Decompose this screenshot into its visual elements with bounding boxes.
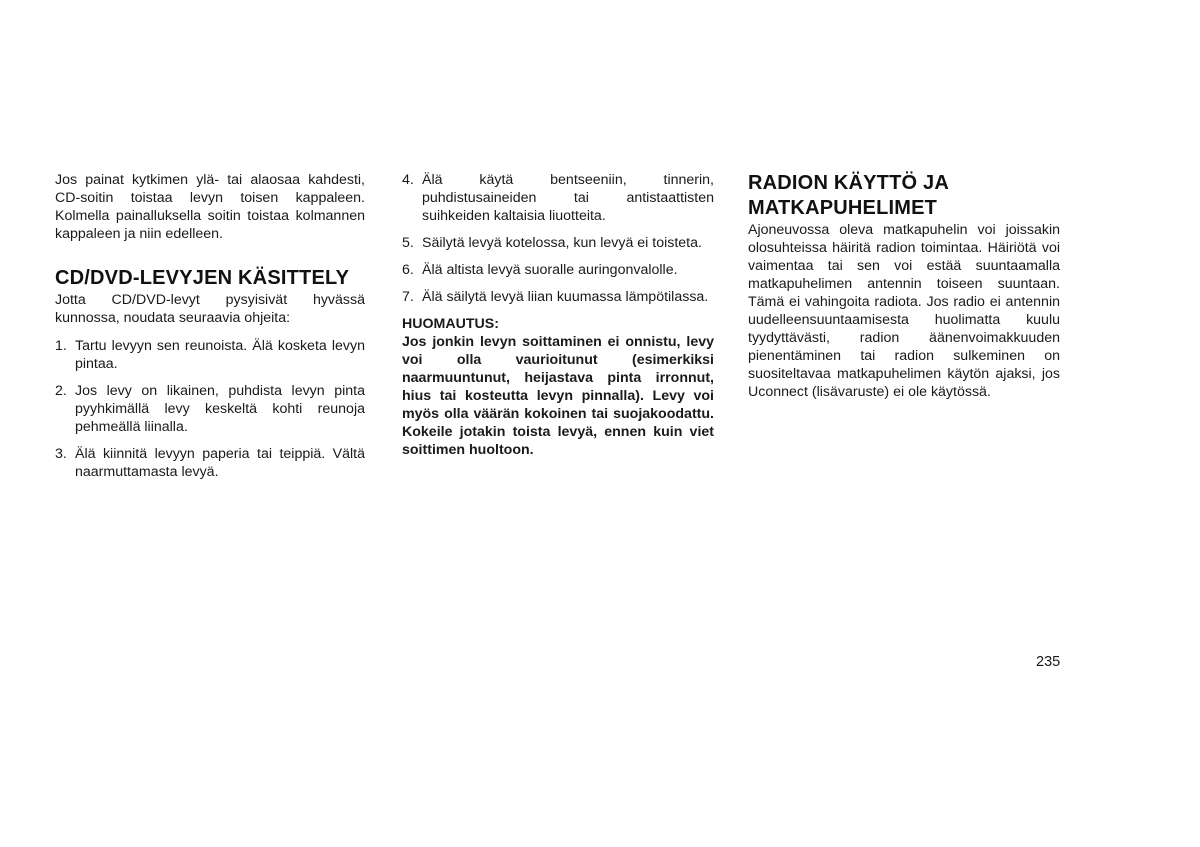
list-item <box>55 337 365 373</box>
list-item-text: Tartu levyyn sen reunoista. Älä kosketa levyn pintaa. <box>75 338 365 372</box>
list-item-text: Älä kiinnitä levyyn paperia tai teippiä. Vältä naarmuttamasta levyä. <box>75 446 365 480</box>
list-item <box>55 445 365 481</box>
note-heading: HUOMAUTUS: <box>402 316 499 332</box>
list-item-number: 2. <box>55 383 67 399</box>
intro-paragraph: Jos painat kytkimen ylä- tai alaosaa kahdesti, CD-soitin toistaa levyn toisen kappaleen. Kolmella painalluksella soitin toistaa kolmannen kappaleen ja niin edelleen. <box>55 172 365 242</box>
list-item <box>402 234 714 252</box>
list-item-text: Älä säilytä levyä liian kuumassa lämpötilassa. <box>422 289 709 305</box>
column-1 <box>55 171 365 481</box>
list-item-number: 3. <box>55 446 67 462</box>
list-item-number: 6. <box>402 262 414 278</box>
page-number: 235 <box>1036 654 1061 670</box>
lead-paragraph: Jotta CD/DVD-levyt pysyisivät hyvässä kunnossa, noudata seuraavia ohjeita: <box>55 292 365 326</box>
column-2 <box>402 171 714 459</box>
list-item-text: Älä käytä bentseeniin, tinnerin, puhdistusaineiden tai antistaattisten suihkeiden kaltaisia liuotteita. <box>422 172 714 224</box>
note-body: Jos jonkin levyn soittaminen ei onnistu, levy voi olla vaurioitunut (esimerkiksi naarmuuntunut, heijastava pinta irronnut, hius tai kosteutta levyn pinnalla). Levy voi myös olla väärän kokoinen tai suojakoodattu. Kokeile jotakin toista levyä, ennen kuin viet soittimen huoltoon. <box>402 334 714 458</box>
list-item <box>402 171 714 225</box>
section-heading-disc-handling: CD/DVD-LEVYJEN KÄSITTELY <box>55 267 350 289</box>
list-item-text: Jos levy on likainen, puhdista levyn pinta pyyhkimällä levy keskeltä kohti reunoja pehmeällä liinalla. <box>75 383 365 435</box>
list-item <box>402 288 714 306</box>
list-item <box>55 382 365 436</box>
list-item-number: 1. <box>55 338 67 354</box>
disc-care-list-part-2 <box>402 171 714 306</box>
list-item-number: 5. <box>402 235 414 251</box>
list-item <box>402 261 714 279</box>
disc-care-list-part-1 <box>55 337 365 481</box>
radio-phones-paragraph: Ajoneuvossa oleva matkapuhelin voi joissakin olosuhteissa häiritä radion toimintaa. Häiriötä voi vaimentaa tai sen voi estää suuntaamalla matkapuhelimen antennin toiseen suuntaan. Tämä ei vahingoita radiota. Jos radio ei antennin uudelleensuuntaamisesta huolimatta kuulu tyydyttävästi, radion äänenvoimakkuuden pienentäminen tai radion sulkeminen on suositeltavaa matkapuhelimen käytön ajaksi, jos Uconnect (lisävaruste) ei ole käytössä. <box>748 222 1060 400</box>
section-heading-radio-phones: RADION KÄYTTÖ JA MATKAPUHELIMET <box>748 172 949 219</box>
list-item-text: Säilytä levyä kotelossa, kun levyä ei toisteta. <box>422 235 702 251</box>
list-item-number: 4. <box>402 172 414 188</box>
column-3 <box>748 171 1060 401</box>
list-item-text: Älä altista levyä suoralle auringonvalolle. <box>422 262 678 278</box>
list-item-number: 7. <box>402 289 414 305</box>
